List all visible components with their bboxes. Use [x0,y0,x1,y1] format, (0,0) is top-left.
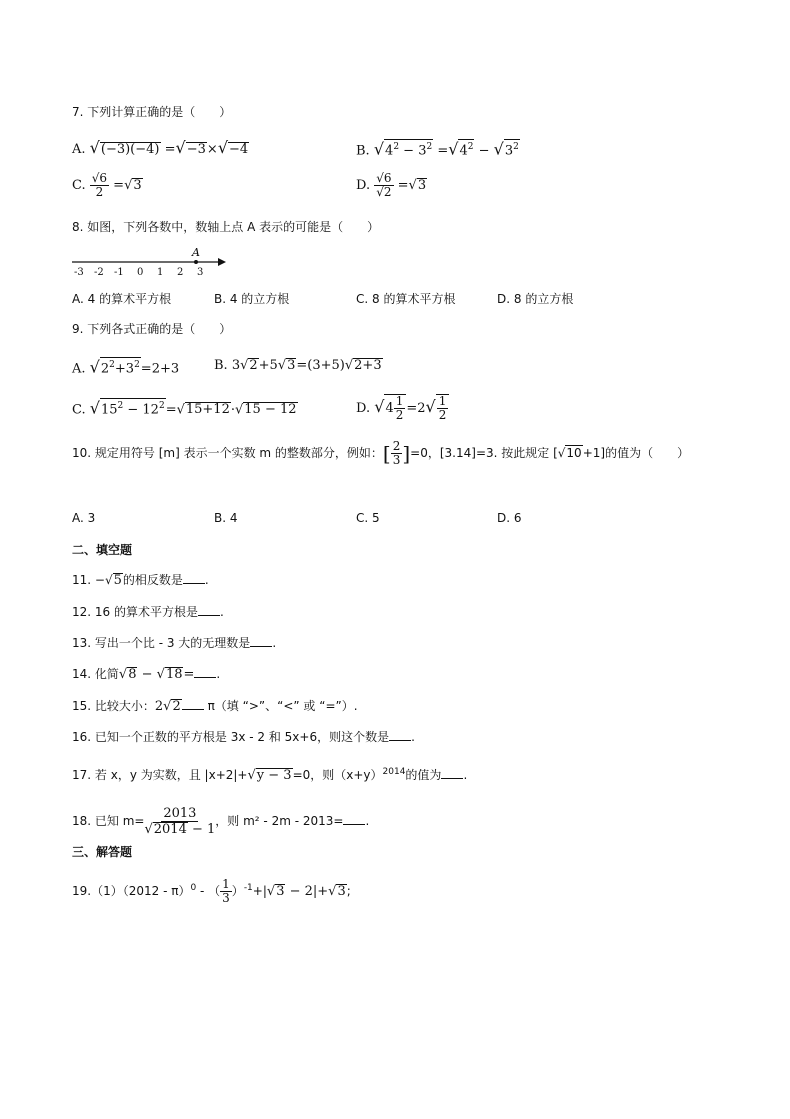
question-19-exponent-neg1: -1 [243,883,253,893]
question-14-text: 14. 化简 [72,667,119,681]
question-10-option-d: D. 6 [497,511,522,525]
option-label: C. [72,178,86,193]
question-14: 14. 化简√8 − √18= . [72,667,221,682]
question-17-text: 17. 若 x，y 为实数，且 |x+2|+ [72,768,248,782]
tick-label: 2 [177,267,184,278]
point-a-label: A [192,246,200,259]
question-10-option-a: A. 3 [72,511,96,525]
answer-blank[interactable] [441,766,463,779]
point-a-marker [194,260,198,264]
question-12-text: 12. 16 的算术平方根是 [72,605,198,619]
question-10-stem-part3: 的值为（ ） [605,446,690,460]
question-17-mid: =0，则（x+y） [292,768,383,782]
answer-blank[interactable] [194,665,216,678]
question-10-stem: 10. 规定用符号 [m] 表示一个实数 m 的整数部分，例如：[ $\frac{2}{3}$ ]=0，[3.14]=3. 按此规定 [√10+1]的值为（ ） [72,439,690,467]
tick-label: 1 [157,267,164,278]
answer-blank[interactable] [250,634,272,647]
question-8-option-d: D. 8 的立方根 [497,292,574,306]
section-fill-in-heading: 二、填空题 [72,543,133,557]
option-label: B. [356,143,370,159]
question-18-rest: ，则 m² - 2m - 2013= [215,814,344,828]
question-15-rest: π（填 “>”、“<” 或 “=”）. [207,699,358,713]
question-18: 18. 已知 m= $\frac{2013}{√2014 - 1}$ ，则 m² - 2m - 2013= . [72,806,370,837]
number-line-arrow-icon [218,258,226,266]
question-9-option-d: D. √4 $\frac{1}{2}$ =2√ $\frac{1}{2}$ [356,394,449,422]
question-11: 11. −√5的相反数是 . [72,573,209,588]
question-13-text: 13. 写出一个比 - 3 大的无理数是 [72,636,251,650]
question-16: 16. 已知一个正数的平方根是 3x - 2 和 5x+6，则这个数是 . [72,730,415,744]
question-19: 19.（1）（2012 - π）$^0$ - （ $\frac{1}{3}$ ）$^{-1}$+|√3 − 2|+√3; [72,877,351,905]
tick-label: -2 [94,267,104,278]
question-10-stem-part2: =0，[3.14]=3. 按此规定 [410,446,550,460]
question-8-stem: 8. 如图，下列各数中，数轴上点 A 表示的可能是（ ） [72,220,380,234]
question-19-rest: +| [252,884,267,898]
answer-blank[interactable] [183,571,205,584]
option-label: A. [72,361,86,377]
question-17-exponent: 2014 [382,767,406,777]
question-8-option-c: C. 8 的算术平方根 [356,292,456,306]
section-solution-heading: 三、解答题 [72,845,133,859]
question-10-stem-part1: 10. 规定用符号 [m] 表示一个实数 m 的整数部分，例如： [72,446,383,460]
question-10-option-c: C. 5 [356,511,380,525]
number-line [70,244,230,278]
question-15-text: 15. 比较大小： [72,699,155,713]
question-19-mid: - （ [196,884,221,898]
option-label: D. [356,401,371,416]
question-11-text: 的相反数是 [122,573,183,587]
question-7-option-d: D. $\frac{√6}{√2}$ =√3 [356,171,427,199]
question-17: 17. 若 x，y 为实数，且 |x+2|+√y − 3=0，则$(x+y)^{2014}$的值为 . [72,767,468,783]
fraction-numerator: 2013 [163,806,197,821]
option-label: D. [356,178,371,193]
tick-label: -1 [114,267,124,278]
option-label: B. [214,358,228,373]
question-9-option-a: A. $√2^2+3^2=2+3$ [72,357,180,377]
question-7-stem: 7. 下列计算正确的是（ ） [72,105,232,119]
question-15: 15. 比较大小：2√2 π（填 “>”、“<” 或 “=”）. [72,699,358,714]
question-9-stem: 9. 下列各式正确的是（ ） [72,322,232,336]
question-10-option-b: B. 4 [214,511,238,525]
question-13: 13. 写出一个比 - 3 大的无理数是 . [72,636,277,650]
question-16-text: 16. 已知一个正数的平方根是 3x - 2 和 5x+6，则这个数是 [72,730,390,744]
answer-blank[interactable] [198,603,220,616]
tick-label: -3 [74,267,84,278]
question-7-option-a: A. √(−3)(−4) =√−3×√−4 [72,138,249,157]
question-19-text: 19.（1）（2012 - π） [72,884,191,898]
tick-label: 0 [137,267,144,278]
question-8-option-a: A. 4 的算术平方根 [72,292,172,306]
answer-blank[interactable] [343,812,365,825]
question-7-option-b: B. $√4^2 - 3^2 =√4^2 - √3^2$ [356,139,519,159]
question-9-option-c: C. $√15^2 - 12^2=√15+12\cdot√15 - 12$ [72,398,297,418]
tick-label: 3 [197,267,204,278]
question-9-option-b: B. 3√2+5√3=(3+5)√2+3 [214,358,382,373]
option-label: C. [72,402,86,418]
question-7-option-c: C. $\frac{√6}{2}$ =√3 [72,171,142,199]
question-12: 12. 16 的算术平方根是 . [72,605,224,619]
question-19-exponent-0: 0 [190,883,197,893]
answer-blank[interactable] [389,728,411,741]
question-18-text: 18. 已知 m= [72,814,145,828]
question-17-rest: 的值为 [405,768,442,782]
answer-blank[interactable] [182,697,204,710]
question-11-number: 11. [72,573,92,587]
question-8-option-b: B. 4 的立方根 [214,292,290,306]
option-label: A. [72,142,86,157]
